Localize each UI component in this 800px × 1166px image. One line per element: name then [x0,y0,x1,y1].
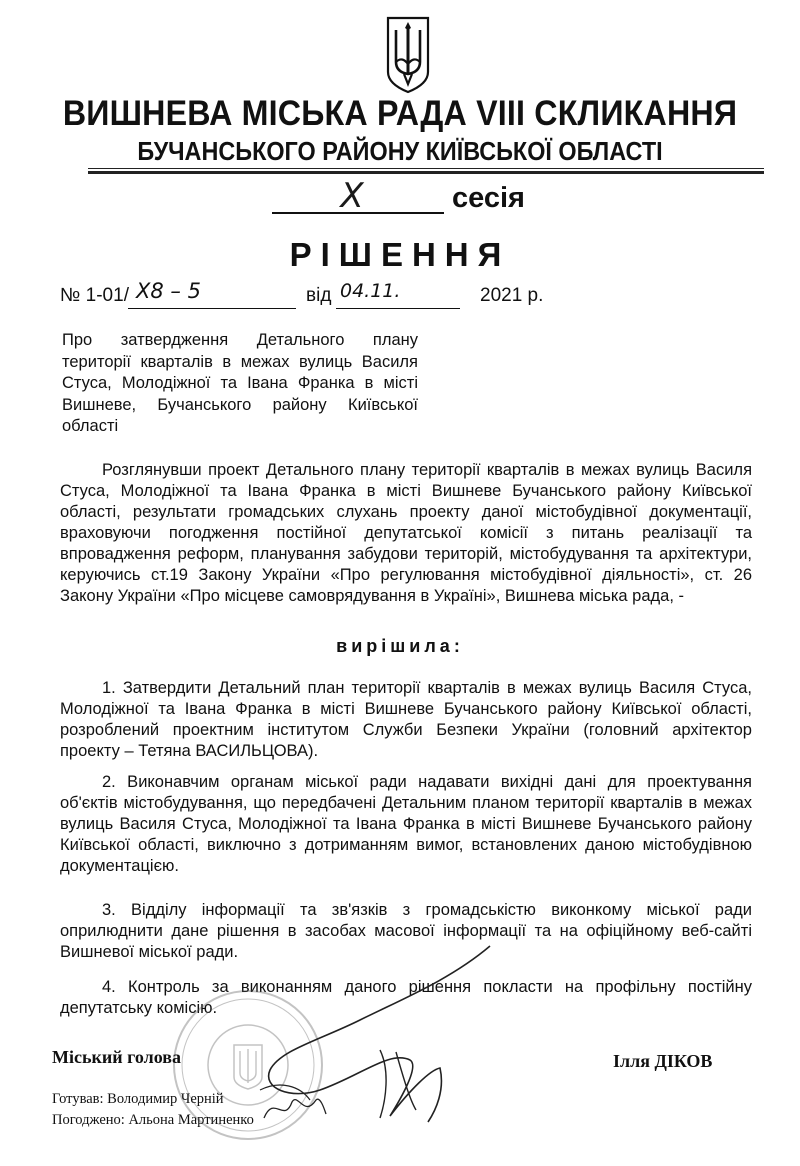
decision-item-2: 2. Виконавчим органам міської ради надавати вихідні дані для проектування об'єктів містобудування, що передбачені Детальним планом території кварталів в межах вулиць Василя Стуса, Молодіжної та Івана Франка в місті Вишневе Бучанського району Київської області, виключно з дотриманням вимог, встановлених даною містобудівною документацією. [60,773,752,875]
date-handwritten: 04.11. [340,280,401,302]
decision-number-prefix: № 1-01/ [60,285,129,306]
decision-number-handwritten: X8 – 5 [136,279,201,303]
session-number-handwritten: X [340,176,364,216]
year-suffix: 2021 р. [480,285,544,306]
council-title: ВИШНЕВА МІСЬКА РАДА VIII СКЛИКАННЯ [62,94,738,133]
decision-item-3: 3. Відділу інформації та зв'язків з громадськістю виконкому міської ради оприлюднити дане рішення в засобах масової інформації та на офіційному веб-сайті Вишневої міської ради. [60,901,752,961]
session-label: сесія [452,182,525,214]
prepared-by: Готував: Володимир Черній [52,1091,224,1107]
council-subtitle: БУЧАНСЬКОГО РАЙОНУ КИЇВСЬКОЇ ОБЛАСТІ [137,136,663,166]
resolved-label: вирішила: [336,636,464,656]
decision-number-line [128,308,296,309]
decision-item-4: 4. Контроль за виконанням даного рішення покласти на профільну постійну депутатську комісію. [60,978,752,1017]
preamble-paragraph: Розглянувши проект Детального плану території кварталів в межах вулиць Василя Стуса, Молодіжної та Івана Франка в місті Вишневе Бучанського району Київської області, результати громадських слухань проекту даної містобудівної документації, враховуючи погодження постійної депутатської комісії з питань реалізації та впровадження реформ, планування забудови територій, містобудування та архітектури, керуючись ст.19 Закону України «Про регулювання містобудівної діяльності», ст. 26 Закону України «Про місцеве самоврядування в Україні», Вишнева міська рада, - [60,461,752,605]
session-number-line [272,212,444,214]
agreed-by: Погоджено: Альона Мартиненко [52,1112,254,1128]
mayor-name: Ілля ДІКОВ [613,1051,713,1071]
decision-subject: Про затвердження Детального плану території кварталів в межах вулиць Василя Стуса, Молодіжної та Івана Франка в місті Вишневе, Бучанського району Київської області [62,331,418,435]
date-line [336,308,460,309]
initials-signature-icon [260,1088,330,1128]
decision-item-1: 1. Затвердити Детальний план території кварталів в межах вулиць Василя Стуса, Молодіжної та Івана Франка в місті Вишневе Бучанського району Київської області, розроблений проектним інститутом Служби Безпеки України (головний архітектор проекту – Тетяна ВАСИЛЬЦОВА). [60,679,752,760]
decision-heading: РІШЕННЯ [289,236,511,273]
date-prefix: від [306,285,332,306]
mayor-title: Міський голова [52,1047,181,1067]
trident-icon [383,14,433,94]
